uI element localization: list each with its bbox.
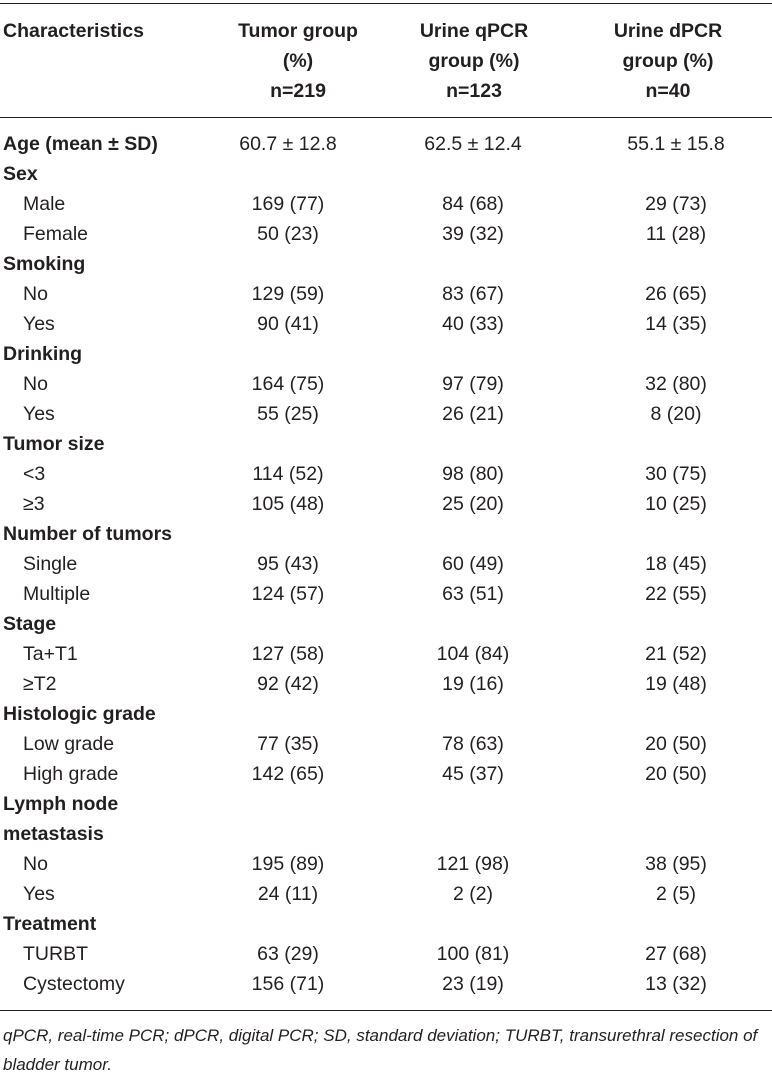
row-label: ≥3 xyxy=(23,493,45,515)
cell-tumor-group: 55 (25) xyxy=(257,403,319,425)
cell-urine-dpcr: 10 (25) xyxy=(645,493,707,515)
cell-tumor-group: 129 (59) xyxy=(251,283,325,305)
cell-urine-qpcr: 40 (33) xyxy=(442,313,504,335)
cell-urine-qpcr: 25 (20) xyxy=(442,493,504,515)
row-label: TURBT xyxy=(23,943,88,965)
cell-tumor-group: 114 (52) xyxy=(252,463,324,485)
cell-tumor-group: 124 (57) xyxy=(251,583,325,605)
table-row xyxy=(0,189,772,219)
header-urine-qpcr-line2: group (%) xyxy=(428,50,520,72)
header-urine-qpcr-line3: n=123 xyxy=(446,80,502,102)
row-label: Smoking xyxy=(3,253,86,275)
table-section-row xyxy=(0,519,772,549)
cell-tumor-group: 95 (43) xyxy=(257,553,319,575)
header-tumor-group-line2: (%) xyxy=(282,50,314,72)
row-label: No xyxy=(23,853,48,875)
table-row xyxy=(0,549,772,579)
cell-urine-dpcr: 18 (45) xyxy=(645,553,707,575)
cell-tumor-group: 90 (41) xyxy=(257,313,319,335)
cell-tumor-group: 50 (23) xyxy=(257,223,319,245)
cell-urine-dpcr: 32 (80) xyxy=(645,373,707,395)
row-label: No xyxy=(23,373,48,395)
cell-tumor-group: 169 (77) xyxy=(251,193,325,215)
cell-tumor-group: 195 (89) xyxy=(251,853,325,875)
row-label: Yes xyxy=(23,883,55,905)
cell-urine-qpcr: 23 (19) xyxy=(442,973,504,995)
cell-urine-qpcr: 83 (67) xyxy=(442,283,504,305)
table-row xyxy=(0,729,772,759)
row-label: Tumor size xyxy=(3,433,105,455)
header-urine-dpcr-line1: Urine dPCR xyxy=(613,20,723,42)
cell-tumor-group: 77 (35) xyxy=(257,733,319,755)
cell-tumor-group: 92 (42) xyxy=(257,673,319,695)
table-top-rule xyxy=(0,3,772,4)
header-urine-dpcr-line3: n=40 xyxy=(645,80,691,102)
cell-tumor-group: 142 (65) xyxy=(251,763,325,785)
table-row xyxy=(0,849,772,879)
cell-urine-dpcr: 19 (48) xyxy=(645,673,707,695)
cell-urine-qpcr: 45 (37) xyxy=(442,763,504,785)
table-section-row xyxy=(0,249,772,279)
row-label: Low grade xyxy=(23,733,115,755)
table-row xyxy=(0,939,772,969)
table-section-row xyxy=(0,159,772,189)
table-row xyxy=(0,489,772,519)
cell-urine-dpcr: 14 (35) xyxy=(645,313,707,335)
header-urine-qpcr-group xyxy=(376,16,572,106)
cell-urine-dpcr: 11 (28) xyxy=(645,223,707,245)
cell-urine-dpcr: 21 (52) xyxy=(645,643,707,665)
cell-urine-qpcr: 98 (80) xyxy=(442,463,504,485)
cell-tumor-group: 156 (71) xyxy=(251,973,325,995)
cell-urine-qpcr: 78 (63) xyxy=(442,733,504,755)
row-label: Female xyxy=(23,223,89,245)
row-label: Yes xyxy=(23,403,55,425)
table-row xyxy=(0,369,772,399)
header-urine-dpcr-line2: group (%) xyxy=(622,50,714,72)
cell-urine-dpcr: 13 (32) xyxy=(645,973,707,995)
cell-urine-qpcr: 104 (84) xyxy=(436,643,510,665)
table-section-row xyxy=(0,789,772,819)
row-label: Drinking xyxy=(3,343,83,365)
table-row xyxy=(0,399,772,429)
table-section-row xyxy=(0,339,772,369)
row-label: Ta+T1 xyxy=(23,643,78,665)
table-section-row xyxy=(0,429,772,459)
row-label: Treatment xyxy=(3,913,97,935)
row-label: <3 xyxy=(23,463,46,485)
table-row xyxy=(0,309,772,339)
header-urine-qpcr-line1: Urine qPCR xyxy=(419,20,529,42)
table-bottom-rule xyxy=(0,1010,772,1011)
header-rule xyxy=(0,117,772,118)
table-section-row xyxy=(0,909,772,939)
cell-tumor-group: 127 (58) xyxy=(251,643,325,665)
row-label: Single xyxy=(23,553,78,575)
cell-urine-dpcr: 2 (5) xyxy=(655,883,697,905)
cell-tumor-group: 60.7 ± 12.8 xyxy=(239,133,337,155)
row-label: Male xyxy=(23,193,66,215)
header-characteristics: Characteristics xyxy=(3,20,144,42)
cell-urine-qpcr: 62.5 ± 12.4 xyxy=(424,133,522,155)
row-label: metastasis xyxy=(3,823,104,845)
table-section-row xyxy=(0,819,772,849)
row-label: Histologic grade xyxy=(3,703,156,725)
row-label: Stage xyxy=(3,613,57,635)
table-row xyxy=(0,669,772,699)
row-label: Cystectomy xyxy=(23,973,125,995)
header-tumor-group-line1: Tumor group xyxy=(238,20,358,42)
cell-urine-dpcr: 8 (20) xyxy=(650,403,702,425)
table-section-row xyxy=(0,699,772,729)
row-label: Age (mean ± SD) xyxy=(3,133,158,155)
table-row xyxy=(0,279,772,309)
cell-urine-dpcr: 30 (75) xyxy=(645,463,707,485)
table-section-row xyxy=(0,129,772,159)
cell-urine-dpcr: 22 (55) xyxy=(645,583,707,605)
table-row xyxy=(0,219,772,249)
cell-urine-dpcr: 20 (50) xyxy=(645,763,707,785)
cell-tumor-group: 164 (75) xyxy=(251,373,325,395)
row-label: ≥T2 xyxy=(23,673,57,695)
cell-urine-dpcr: 29 (73) xyxy=(645,193,707,215)
cell-tumor-group: 105 (48) xyxy=(251,493,325,515)
cell-urine-qpcr: 63 (51) xyxy=(442,583,504,605)
cell-urine-qpcr: 84 (68) xyxy=(442,193,504,215)
table-row xyxy=(0,969,772,999)
table-row xyxy=(0,879,772,909)
table-footnote: qPCR, real-time PCR; dPCR, digital PCR; SD, standard deviation; TURBT, transurethral resection of bladder tumor. xyxy=(3,1026,758,1074)
row-label: Multiple xyxy=(23,583,91,605)
cell-urine-qpcr: 39 (32) xyxy=(442,223,504,245)
cell-urine-qpcr: 26 (21) xyxy=(442,403,504,425)
table-row xyxy=(0,639,772,669)
cell-urine-qpcr: 2 (2) xyxy=(452,883,494,905)
table-section-row xyxy=(0,609,772,639)
cell-urine-dpcr: 27 (68) xyxy=(645,943,707,965)
cell-urine-dpcr: 20 (50) xyxy=(645,733,707,755)
row-label: No xyxy=(23,283,48,305)
cell-urine-qpcr: 100 (81) xyxy=(436,943,510,965)
header-tumor-group xyxy=(200,16,396,106)
header-urine-dpcr-group xyxy=(570,16,766,106)
cell-urine-qpcr: 97 (79) xyxy=(442,373,504,395)
table-row xyxy=(0,579,772,609)
row-label: Sex xyxy=(3,163,38,185)
cell-urine-qpcr: 19 (16) xyxy=(442,673,504,695)
cell-urine-dpcr: 55.1 ± 15.8 xyxy=(627,133,725,155)
cell-tumor-group: 24 (11) xyxy=(257,883,319,905)
table-row xyxy=(0,759,772,789)
cell-tumor-group: 63 (29) xyxy=(257,943,319,965)
cell-urine-dpcr: 38 (95) xyxy=(645,853,707,875)
row-label: Yes xyxy=(23,313,55,335)
table-row xyxy=(0,459,772,489)
row-label: High grade xyxy=(23,763,119,785)
cell-urine-qpcr: 60 (49) xyxy=(442,553,504,575)
row-label: Number of tumors xyxy=(3,523,173,545)
row-label: Lymph node xyxy=(3,793,119,815)
cell-urine-qpcr: 121 (98) xyxy=(436,853,510,875)
header-tumor-group-line3: n=219 xyxy=(270,80,326,102)
cell-urine-dpcr: 26 (65) xyxy=(645,283,707,305)
